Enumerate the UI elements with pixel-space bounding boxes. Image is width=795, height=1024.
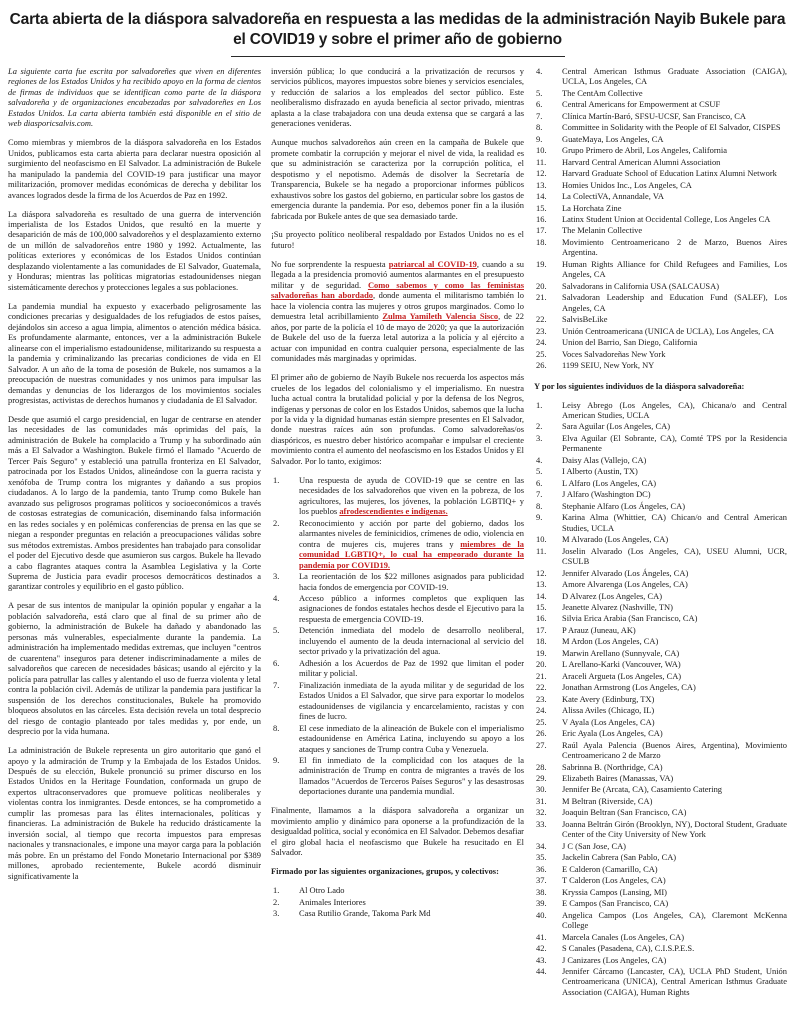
- rich-paragraph: [271, 259, 524, 364]
- list-item: D Alvarez (Los Angeles, CA): [562, 590, 663, 601]
- list-item: Grupo Primero de Abril, Los Angeles, California: [562, 145, 727, 156]
- paragraph: La administración de Bukele representa un giro autoritario que ganó el apoyo y la admiración de Trump y la Embajada de los Estados Unidos. Después de su elección, Bukele pronunció su primer discurso en los Estados Unidos en la Heritage Foundation, conformada un grupo de expertos ultraconservadores que promueve políticas neoliberales y violentas contra los inmigrantes. Desde entonces, se ha comprometido a cumplir las promesas para las élites internacionales, políticas y financieras. La administración de Bukele ha reducido drásticamente la inversión social, al tiempo que recorta impuestos para empresas nacionales y transnacionales, e impone una mayor carga para la población más pobre. En un préstamo del Fondo Monetario Internacional por $389 millones, aprobado recientemente, Bukele acordó disminuir significativamente la: [8, 745, 261, 881]
- left-paragraphs: [8, 137, 261, 881]
- list-item: Daisy Alas (Vallejo, CA): [562, 454, 647, 465]
- list-item: Joselin Alvarado (Los Angeles, CA), USEU Alumni, UCR, CSULB: [562, 545, 787, 567]
- text-segment: Reconocimiento y acción por parte del gobierno, dados los alarmantes niveles de feminicidios, crímenes de odio, violencia en contra de mujeres cis, mujeres trans y: [299, 517, 524, 549]
- paragraph: Aunque muchos salvadoreños aún creen en la campaña de Bukele que promete combatir la corrupción y mejorar el nivel de vida, la realidad es que su administración se caracteriza por la corrupción política, el despotismo y el nepotismo. Además de disolver la Secretaría de Transparencia, Bukele se ha negado a proporcionar informes públicos exhaustivos sobre los gastos del gobierno, en particular sobre los gastos de emergencia durante la pandemia. Por eso, debemos poner fin a la ilusión fabricada por Bukele antes de que sea demasiado tarde.: [271, 137, 524, 221]
- list-item: SalvisBeLike: [562, 314, 608, 325]
- paragraph: La pandemia mundial ha expuesto y exacerbado peligrosamente las condiciones precarias y desigualdades de los refugiados de estos países, dejándolos sin acceso a agua limpia, alimentos o atención médica básica. Es profundamente alarmante, entonces, ver a la administración Bukele alinearse con el imperialismo estadounidense, militarizando su respuesta a la pandemia y criminalizando las precarias condiciones de vida en El Salvador. A un año de la toma de posesión de Bukele, nos sumamos a la preocupación de nuestras comunidades y nos unimos para impulsar las demandas y denuncias de los liderazgos de los movimientos sociales progresistas, activistas de derechos humanos y ciudadanía de El Salvador.: [8, 300, 261, 405]
- list-item: Jennifer Alvarado (Los Ángeles, CA): [562, 567, 689, 578]
- list-item: Voces Salvadoreñas New York: [562, 348, 666, 359]
- orgs-list-part1: [271, 885, 524, 918]
- paragraph: inversión pública; lo que conducirá a la privatización de recursos y servicios públicos, mayores impuestos sobre bienes y servicios esenciales, y reducción de salarios a los empleados del sector público. Este neoliberalismo disfrazado en ayuda beneficia al sector privado, mientras aplasta a la clase trabajadora con una deuda extensa que se cargará a las generaciones venideras.: [271, 65, 524, 129]
- list-item: Committee in Solidarity with the People of El Salvador, CISPES: [562, 122, 781, 133]
- list-item: La ColectiVA, Annandale, VA: [562, 191, 664, 202]
- list-item: Amore Alvarenga (Los Angeles, CA): [562, 579, 688, 590]
- list-item: Kate Avery (Edinburg, TX): [562, 693, 655, 704]
- paragraph: El primer año de gobierno de Nayib Bukele nos recuerda los aspectos más crueles de los legados del colonialismo y el imperialismo. En nuestra lucha actual contra la brutalidad policial y por la defensa de los Negros, indígenas y personas de color en los Estados Unidos, sabemos que la lucha por la vida y la dignidad humanas están siempre presentes en El Salvador, donde nuestras raíces aún son profundas. Como salvadoreñas/os diaspóricos, es nuestro deber histórico acompañar e impulsar el creciente movimiento contra el aumento del neofascismo en los Estados Unidos y El Salvador. Por lo tanto, exigimos:: [271, 372, 524, 466]
- text-segment: Una respuesta de ayuda de COVID-19 que se centre en las necesidades de los salvadoreños que viven en la pobreza, de los agricultores, las mujeres, los jóvenes, la población LGBTIQ+ y los pueblos: [299, 474, 524, 517]
- intro-paragraph: La siguiente carta fue escrita por salvadoreñes que viven en diferentes regiones de los Estados Unidos y ha recibido apoyo en la forma de cientos de firmas de individuos que se identifican como parte de la diáspora salvadoreña y de organizaciones encabezadas por salvadoreñes en Los Estados Unidos. La carta abierta también está disponible en el sitio de web diasporicsalvis.com.: [8, 65, 261, 129]
- list-item: Acceso público a informes completos que expliquen las asignaciones de fondos estatales hechos desde el Ejecutivo para la respuesta de emergencia COVID-19.: [299, 592, 524, 624]
- list-item: El fin inmediato de la complicidad con los ataques de la administración de Trump en contra de migrantes a través de los llamados "Acuerdos de Terceros Países Seguros" y las desastrosas deportaciones durante una pandemia mundial.: [299, 755, 524, 797]
- inline-link[interactable]: Zulma Yamileth Valencia Sisco: [382, 311, 499, 322]
- list-item: P Arauz (Juneau, AK): [562, 624, 636, 635]
- list-item: Clínica Martín-Baró, SFSU-UCSF, San Francisco, CA: [562, 110, 747, 121]
- inline-link[interactable]: miembres de la comunidad LGBTIQ+, lo cual ha empeorado durante la pandemia por COVID19.: [299, 538, 524, 570]
- list-item: J C (San Jose, CA): [562, 840, 626, 851]
- list-item: Human Rights Alliance for Child Refugees and Families, Los Angeles, CA: [562, 258, 787, 280]
- list-item: Leisy Abrego (Los Angeles, CA), Chicana/o and Central American Studies, UCLA: [562, 399, 787, 420]
- list-item: Raúl Ayala Palencia (Buenos Aires, Argentina), Movimiento Centroamericano 2 de Marzo: [562, 739, 787, 761]
- list-item: Alissa Aviles (Chicago, IL): [562, 705, 655, 716]
- list-item: Araceli Argueta (Los Angeles, CA): [562, 670, 682, 681]
- list-item: Movimiento Centroamericano 2 de Marzo, Buenos Aires Argentina.: [562, 236, 787, 258]
- list-item: La reorientación de los $22 millones asignados para publicidad hacia fondos de emergencia por COVID-19.: [299, 571, 524, 592]
- list-item: Animales Interiores: [299, 896, 366, 907]
- list-item: Harvard Graduate School of Education Latinx Alumni Network: [562, 168, 777, 179]
- paragraph: Desde que asumió el cargo presidencial, en lugar de centrarse en atender las necesidades de las comunidades más oprimidas del país, la administración de Bukele ha complacido a Trump y ha subordinado aún más a El Salvador a Washington. Bukele firmó el llamado "Acuerdo de Tercer País Seguro" y estableció una patrulla fronteriza en El Salvador, patrocinada por los Estados Unidos, alineándose con la guerra racista y xenófoba de Trump contra los migrantes y dañando a sus propios ciudadanos. A lo largo de la pandemia, tanto Trump como Bukele han avanzado sus peligrosos programas políticos y socioeconómicos a través de costosas estrategias de comunicación, diseminando falsa información en las redes sociales y en polémicas conferencias de prensa en las que se niegan a responder preguntas en relación a preocupaciones válidas sobre sus métodos extremistas. Ambos presidentes han trabajado para consolidar el poder del Ejecutivo desde que asumieron sus cargos. Bukele ha llevado a cabo flagrantes ataques contra la Asamblea Legislativa y la Corte Suprema de Justicia para evadir procesos democráticos destinados a garantizar controles y equilibrio en el gasto público.: [8, 413, 261, 592]
- document-title: Carta abierta de la diáspora salvadoreña en respuesta a las medidas de la administración Nayib Bukele para el COVID19 y sobre el primer año de gobierno: [9, 11, 786, 49]
- list-item: Jennifer Be (Arcata, CA), Casamiento Catering: [562, 784, 723, 795]
- list-item: Jeanette Alvarez (Nashville, TN): [562, 601, 673, 612]
- list-item: E Calderon (Camarillo, CA): [562, 863, 658, 874]
- middle-column: [271, 66, 524, 927]
- list-item: Detención inmediata del modelo de desarrollo neoliberal, incluyendo el aumento de la deuda internacional al servicio del sector privado y la privatización del agua.: [299, 625, 524, 657]
- list-item: Silvia Erica Arabia (San Francisco, CA): [562, 613, 698, 624]
- demands-list: [271, 475, 524, 797]
- list-item: J Alfaro (Washington DC): [562, 489, 651, 500]
- individuals-list: [534, 400, 787, 998]
- list-item: Sabrinna B. (Northridge, CA): [562, 761, 663, 772]
- list-item: Karina Alma (Whittier, CA) Chican/o and Central American Studies, UCLA: [562, 512, 787, 533]
- final-paragraph: Finalmente, llamamos a la diáspora salvadoreña a organizar un movimiento amplio y dinámico para oponerse a la profundización de la desigualdad política, social y económica en El Salvador. Debemos desafiar el giro global hacia el neofascismo que Bukele ha resucitado en El Salvador.: [271, 805, 524, 858]
- text-segment: , cuando a su llegada a la presidencia promovió aumentos alarmantes en el presupuesto militar y de seguridad.: [271, 258, 524, 290]
- list-item: Union del Barrio, San Diego, California: [562, 337, 698, 348]
- list-item: Latinx Student Union at Occidental College, Los Angeles CA: [562, 214, 771, 224]
- list-item: Joaquin Beltran (San Francisco, CA): [562, 807, 687, 818]
- list-item: M Ardon (Los Angeles, CA): [562, 636, 659, 647]
- list-item: Central American Isthmus Graduate Association (CAIGA), UCLA, Los Angeles, CA: [562, 65, 787, 87]
- list-item: Salvadorans in California USA (SALCAUSA): [562, 280, 720, 291]
- list-item: Casa Rutilio Grande, Takoma Park Md: [299, 908, 431, 919]
- orgs-list-part2: [534, 66, 787, 371]
- inline-link[interactable]: patriarcal al COVID-19: [388, 258, 477, 269]
- list-item: L Arellano-Karki (Vancouver, WA): [562, 659, 681, 670]
- list-item: Jonathan Armstrong (Los Angeles, CA): [562, 682, 696, 693]
- text-segment: , donde aumenta el militarismo también lo hace la violencia contra las mujeres y otros grupos marginados. Como lo demuestra letal acribillamiento: [271, 290, 525, 322]
- list-item: T Calderon (Los Angeles, CA): [562, 875, 666, 886]
- list-item: La Horchata Zine: [562, 202, 622, 213]
- paragraph: La diáspora salvadoreña es resultado de una guerra de intervención imperialista de los Estados Unidos, que resultó en la muerte y desaparición de más de 100,000 salvadoreños y el desplazamiento externo de un millón de salvadoreños entre 1980 y 1992. Actualmente, las políticas exteriores y económicas de los Estados Unidos continúan desplazando violentamente a las comunidades de El Salvador, Guatemala, y Honduras; mientras las políticas migratorias estadounidenses niegan sistemáticamente derechos y protecciones legales a sus poblaciones.: [8, 208, 261, 292]
- individuals-heading: Y por los siguientes individuos de la diáspora salvadoreña:: [534, 380, 745, 391]
- list-item: M Beltran (Riverside, CA): [562, 795, 653, 806]
- list-item: [271, 518, 524, 570]
- inline-link[interactable]: Como sabemos y como las feministas salvadoreñas han abordado: [271, 279, 524, 301]
- list-item: 1199 SEIU, New York, NY: [562, 360, 655, 371]
- list-item: V Ayala (Los Angeles, CA): [562, 716, 655, 727]
- list-item: Elva Aguilar (El Sobrante, CA), Comté TPS por la Residencia Permanente: [562, 432, 787, 454]
- list-item: El cese inmediato de la alineación de Bukele con el imperialismo estadounidense en América Latina, incluyendo su apoyo a los ataques y sanciones de Trump contra Cuba y Venezuela.: [299, 722, 524, 754]
- list-item: Angelica Campos (Los Angeles, CA), Claremont McKenna College: [562, 909, 787, 931]
- list-item: Harvard Central American Alumni Association: [562, 156, 721, 167]
- signed-orgs-heading: Firmado por las siguientes organizaciones, grupos, y colectivos:: [271, 866, 499, 877]
- list-item: [271, 475, 524, 517]
- list-item: GuateMaya, Los Angeles, CA: [562, 133, 664, 144]
- list-item: Joanna Beltrán Girón (Brooklyn, NY), Doctoral Student, Graduate Center of the City University of New York: [562, 818, 787, 840]
- list-item: Eric Ayala (Los Angeles, CA): [562, 728, 663, 739]
- list-item: S Canales (Pasadena, CA), C.I.S.P.E.S.: [562, 943, 695, 954]
- list-item: Unión Centroamericana (UNICA de UCLA), Los Angeles, CA: [562, 325, 775, 336]
- list-item: Stephanie Alfaro (Los Ángeles, CA): [562, 500, 686, 511]
- list-item: Jennifer Cárcamo (Lancaster, CA), UCLA PhD Student, Unión Centroamericana (UNICA), Central American Isthmus Graduate Association (CAIGA), Human Rights: [562, 965, 787, 997]
- paragraph: Como miembras y miembros de la diáspora salvadoreña en los Estados Unidos, publicamos esta carta abierta para declarar nuestra oposición al surgimiento del neofascismo en El Salvador. La administración de Bukele ha manipulado la pandemia del COVID-19 para justificar una mayor militarización, promover medidas económicas de derecha y debilitar los avances logrados desde la firma de los Acuerdos de Paz en 1992.: [8, 137, 261, 200]
- text-segment: No fue sorprendente la respuesta: [271, 258, 389, 269]
- inline-link[interactable]: afrodescendientes e indígenas.: [339, 506, 448, 517]
- text-segment: , de 22 años, por parte de la policía el 10 de mayo de 2020; ya que la autorización de Bukele del uso de la fuerza letal autoriza a la policía y al ejército a actuar con impunidad en contra cualquier persona, especialmente de las comunidades más marginadas y oprimidas.: [271, 311, 524, 364]
- list-item: Homies Unidos Inc., Los Angeles, CA: [562, 179, 692, 190]
- right-column: [534, 66, 787, 1006]
- list-item: Kryssia Campos (Lansing, MI): [562, 886, 667, 897]
- list-item: Sara Aguilar (Los Angeles, CA): [562, 421, 671, 432]
- list-item: M Alvarado (Los Angeles, CA): [562, 534, 669, 545]
- list-item: Adhesión a los Acuerdos de Paz de 1992 que limitan el poder militar y policial.: [299, 657, 524, 679]
- slogan-paragraph: ¡Su proyecto político neoliberal respaldado por Estados Unidos no es el futuro!: [271, 229, 524, 250]
- list-item: Al Otro Lado: [299, 885, 345, 896]
- list-item: The Melanin Collective: [562, 225, 643, 236]
- list-item: Central Americans for Empowerment at CSUF: [562, 99, 721, 110]
- list-item: E Campos (San Francisco, CA): [562, 898, 669, 909]
- paragraph: A pesar de sus intentos de manipular la opinión popular y engañar a la población salvadoreña, está claro que al final de su primer año de gobierno, la administración de Bukele ha dañado y abandonado las personas más vulnerables, especialmente durante la pandemia. La administración ha implementado medidas extremas, que incluyen "centros de cuarentena" inseguros para detener indiscriminadamente a miles de salvadoreños que carecen de necesidades básicas; usando al ejército y la policía para patrullar las calles y alentando el uso de fuerza violenta y letal contra la población civil. Además de utilizar la pandemia para justificar la suspensión de los derechos constitucionales, Bukele ha promovido bloqueos absolutos en las cárceles. Esta decisión revela un total desprecio del riesgo de contagio planteado por tales medidas y, por ende, un desprecio por la vida humana.: [8, 600, 261, 737]
- list-item: Salvadoran Leadership and Education Fund (SALEF), Los Angeles, CA: [562, 292, 787, 313]
- list-item: Marcela Canales (Los Angeles, CA): [562, 931, 685, 942]
- list-item: Jackelin Cabrera (San Pablo, CA): [562, 852, 677, 863]
- content-columns: [8, 66, 787, 1006]
- list-item: Marwin Arellano (Sunnyvale, CA): [562, 647, 680, 658]
- list-item: Elizabeth Baires (Manassas, VA): [562, 773, 674, 783]
- list-item: The CentAm Collective: [562, 87, 643, 98]
- title-divider: [231, 56, 565, 57]
- left-column: [8, 66, 261, 890]
- list-item: Finalización inmediata de la ayuda militar y de seguridad de los Estados Unidos a El Salvador, que sirve para exportar lo modelos estadounidenses de vigilancia y encarcelamiento, racistas y con fines de lucro.: [299, 679, 524, 722]
- list-item: J Canizares (Los Angeles, CA): [562, 954, 667, 965]
- list-item: L Alfaro (Los Angeles, CA): [562, 477, 657, 488]
- list-item: I Alberto (Austin, TX): [562, 466, 638, 477]
